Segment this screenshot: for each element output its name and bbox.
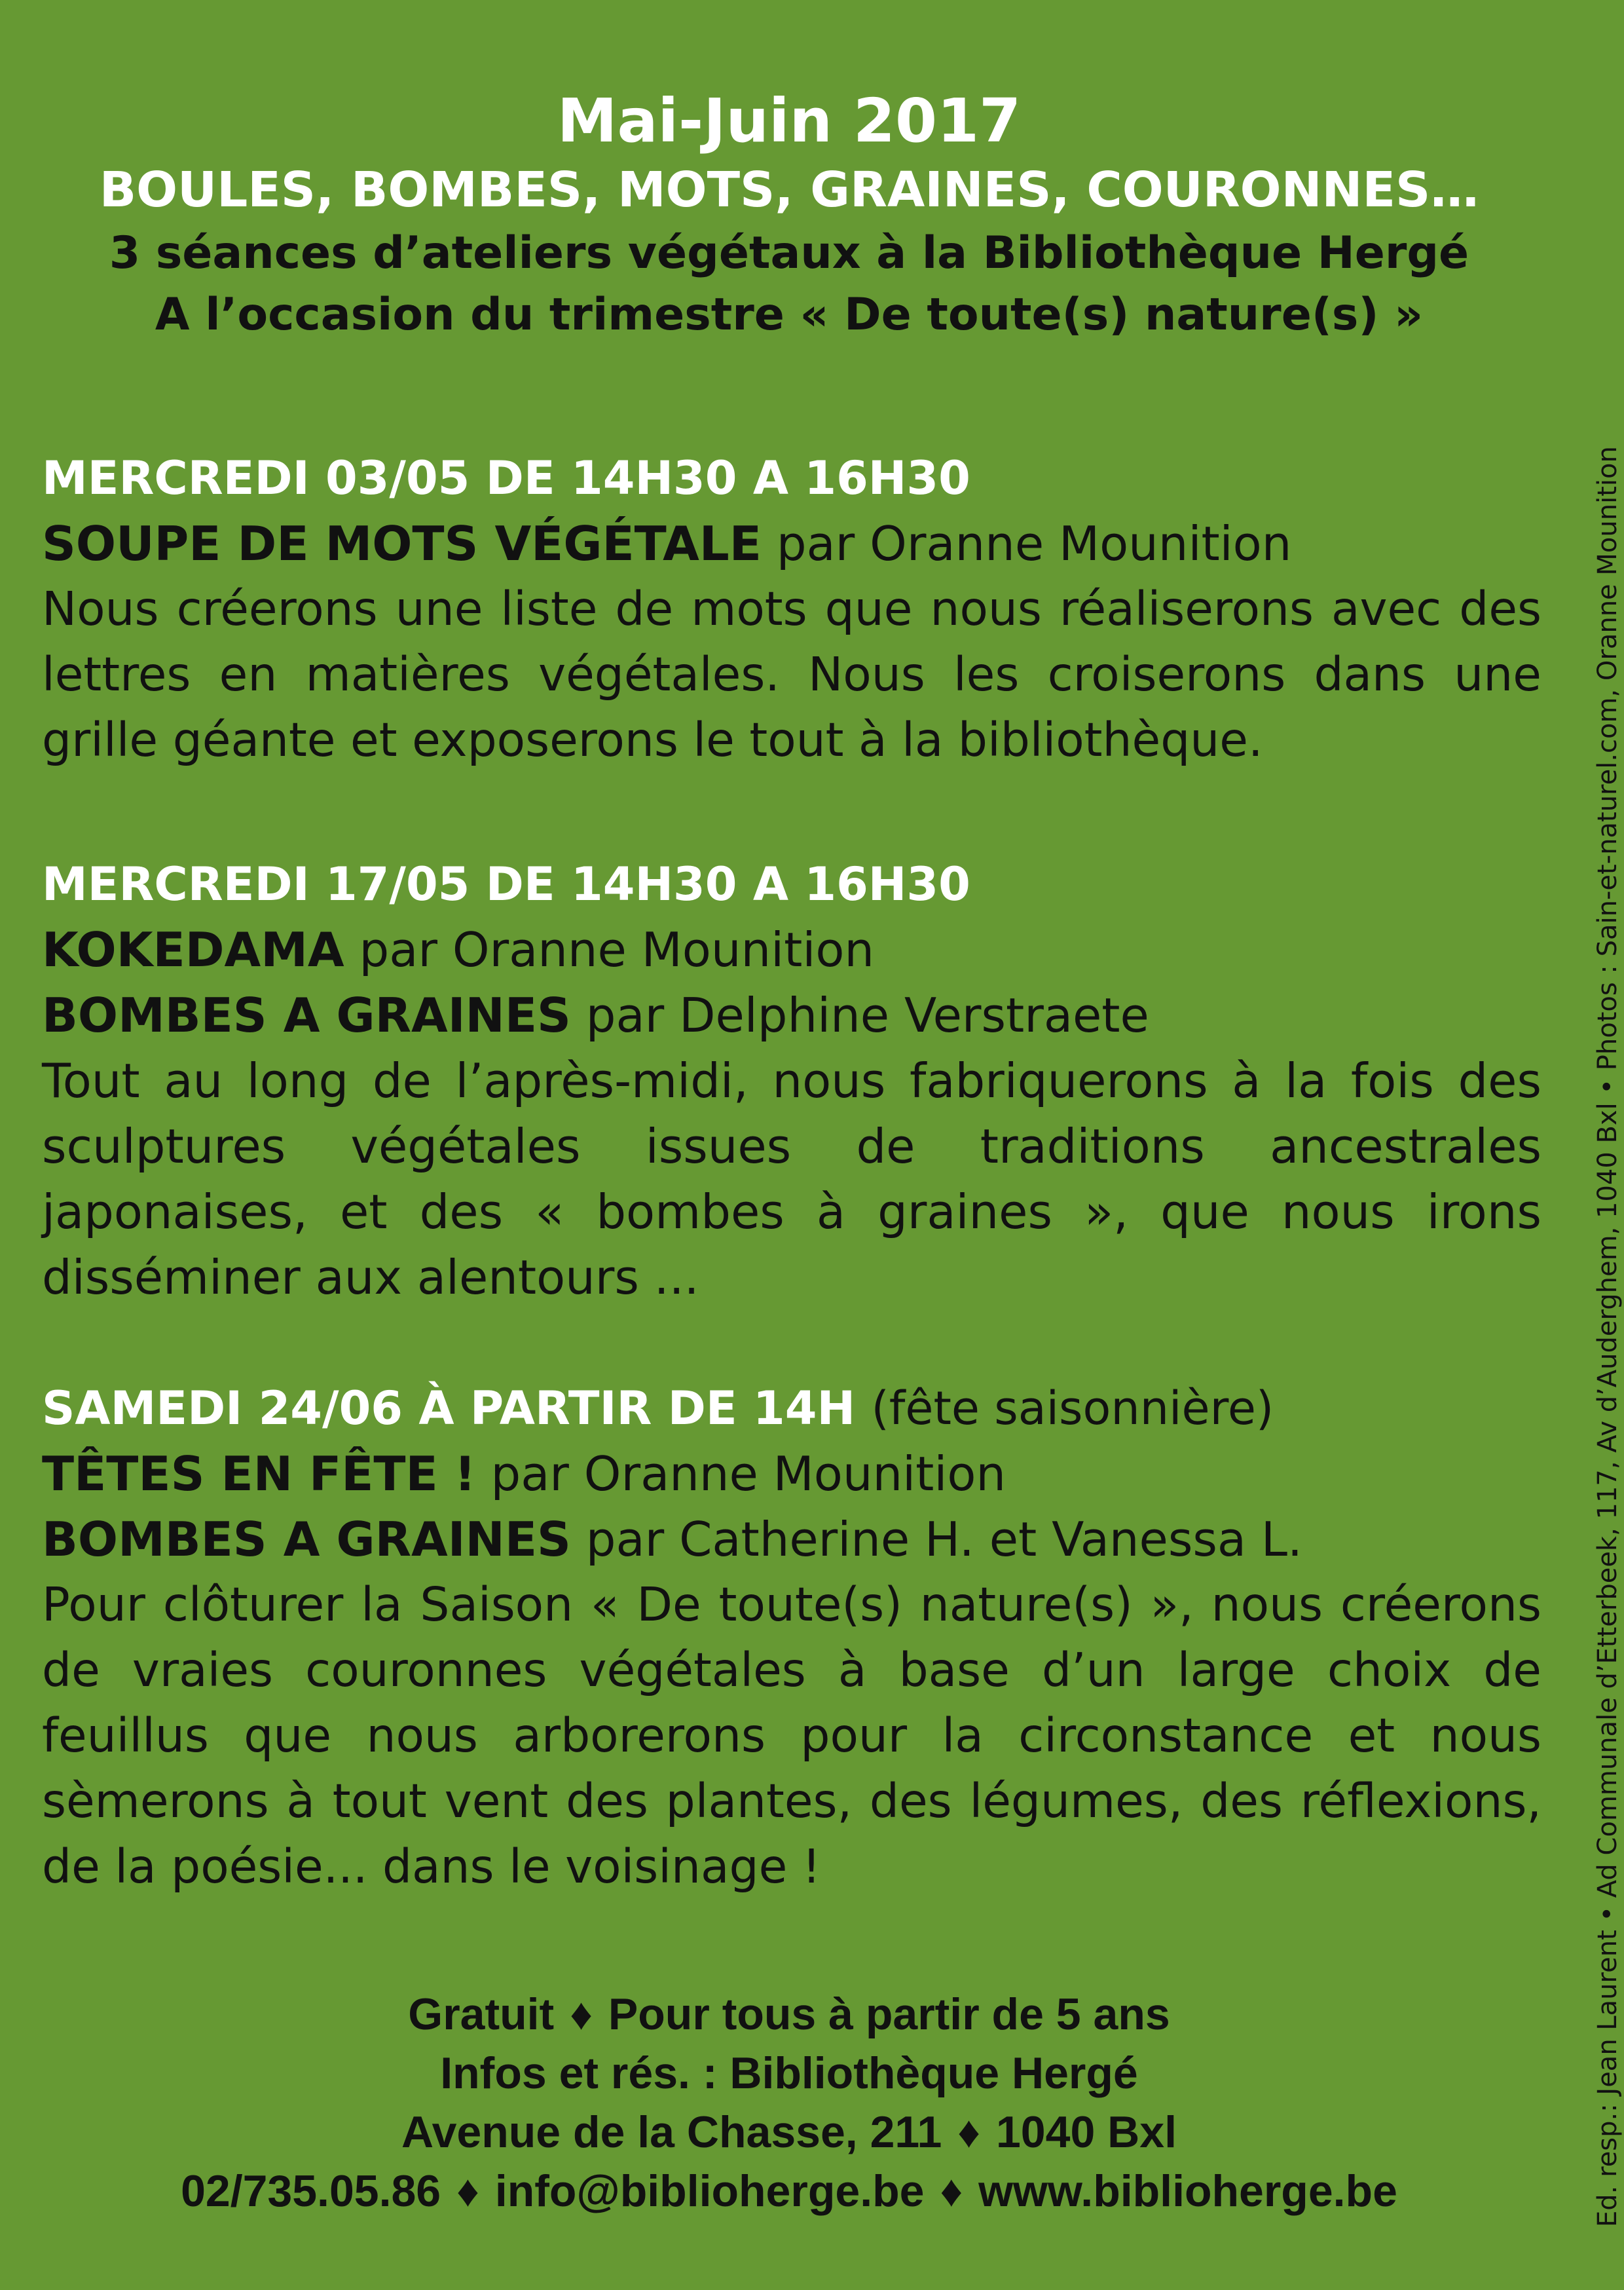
activity-name: BOMBES A GRAINES: [42, 1512, 571, 1567]
activity-name: TÊTES EN FÊTE !: [42, 1446, 476, 1501]
diamond-separator-icon: ♦: [940, 2166, 963, 2216]
info-label: Infos et rés. : Bibliothèque Hergé: [440, 2048, 1138, 2098]
session-datetime: SAMEDI 24/06 À PARTIR DE 14H: [42, 1381, 856, 1435]
session-activity: [42, 983, 1541, 1048]
session-description: Pour clôturer la Saison « De toute(s) nature(s) », nous créerons de vraies couronnes végétales à base d’un large choix de feuillus que nous arborerons pour la circonstance et nous sèmerons à tout vent des plantes, des légumes, des réflexions, de la poésie... dans le voisinage !: [42, 1577, 1541, 1894]
activity-name: SOUPE DE MOTS VÉGÉTALE: [42, 516, 762, 571]
session-activity: [42, 1507, 1541, 1572]
session-datetime-line: [42, 1376, 1541, 1441]
phone-number: 02/735.05.86: [181, 2166, 441, 2216]
flyer-footer: [0, 1985, 1578, 2221]
activity-name: KOKEDAMA: [42, 922, 344, 977]
session-description: Nous créerons une liste de mots que nous réaliserons avec des lettres en matières végétales. Nous les croiserons dans une grille géante et exposerons le tout à la bibliothèque.: [42, 582, 1541, 767]
event-series-title: BOULES, BOMBES, MOTS, GRAINES, COURONNES…: [99, 162, 1479, 218]
event-period: Mai-Juin 2017: [557, 86, 1022, 156]
audience-label: Pour tous à partir de 5 ans: [608, 1989, 1170, 2039]
activity-author: par Delphine Verstraete: [585, 988, 1149, 1043]
footer-line-contact: [0, 2162, 1578, 2221]
session-activity: [42, 511, 1541, 576]
footer-line-price: [0, 1985, 1578, 2044]
event-subtitle: 3 séances d’ateliers végétaux à la Bibliothèque Hergé: [109, 227, 1469, 279]
diamond-separator-icon: ♦: [570, 1989, 593, 2039]
diamond-separator-icon: ♦: [456, 2166, 479, 2216]
activity-author: par Catherine H. et Vanessa L.: [585, 1512, 1302, 1567]
session-note: (fête saisonnière): [871, 1381, 1274, 1435]
session-description: Tout au long de l’après-midi, nous fabriquerons à la fois des sculptures végétales issues de traditions ancestrales japonaises, et des « bombes à graines », que nous irons disséminer aux alentours ...: [42, 1053, 1541, 1305]
session-3: [42, 1376, 1541, 1900]
activity-author: par Oranne Mounition: [776, 516, 1292, 571]
flyer-header: [0, 85, 1578, 346]
session-activity: [42, 1441, 1541, 1507]
session-1: [42, 445, 1541, 773]
website-link[interactable]: www.biblioherge.be: [978, 2166, 1397, 2216]
activity-name: BOMBES A GRAINES: [42, 988, 571, 1043]
street-address: Avenue de la Chasse, 211: [401, 2107, 942, 2157]
diamond-separator-icon: ♦: [957, 2107, 980, 2157]
activity-author: par Oranne Mounition: [359, 922, 875, 977]
activity-author: par Oranne Mounition: [490, 1446, 1006, 1501]
session-datetime: MERCREDI 17/05 DE 14H30 A 16H30: [42, 857, 970, 911]
session-2: [42, 852, 1541, 1310]
city-address: 1040 Bxl: [995, 2107, 1177, 2157]
footer-line-address: [0, 2103, 1578, 2162]
footer-line-info: [0, 2044, 1578, 2103]
session-activity: [42, 917, 1541, 983]
publisher-credit: Ed. resp.: Jean Laurent • Ad Communale d’Etterbeek, 117, Av d’Auderghem, 1040 Bxl • Photos : Sain-et-naturel.com, Oranne Mounition: [1593, 446, 1623, 2227]
email-link[interactable]: info@biblioherge.be: [494, 2166, 925, 2216]
session-datetime: MERCREDI 03/05 DE 14H30 A 16H30: [42, 451, 970, 505]
event-occasion: A l’occasion du trimestre « De toute(s) nature(s) »: [155, 289, 1424, 341]
price-label: Gratuit: [408, 1989, 555, 2039]
